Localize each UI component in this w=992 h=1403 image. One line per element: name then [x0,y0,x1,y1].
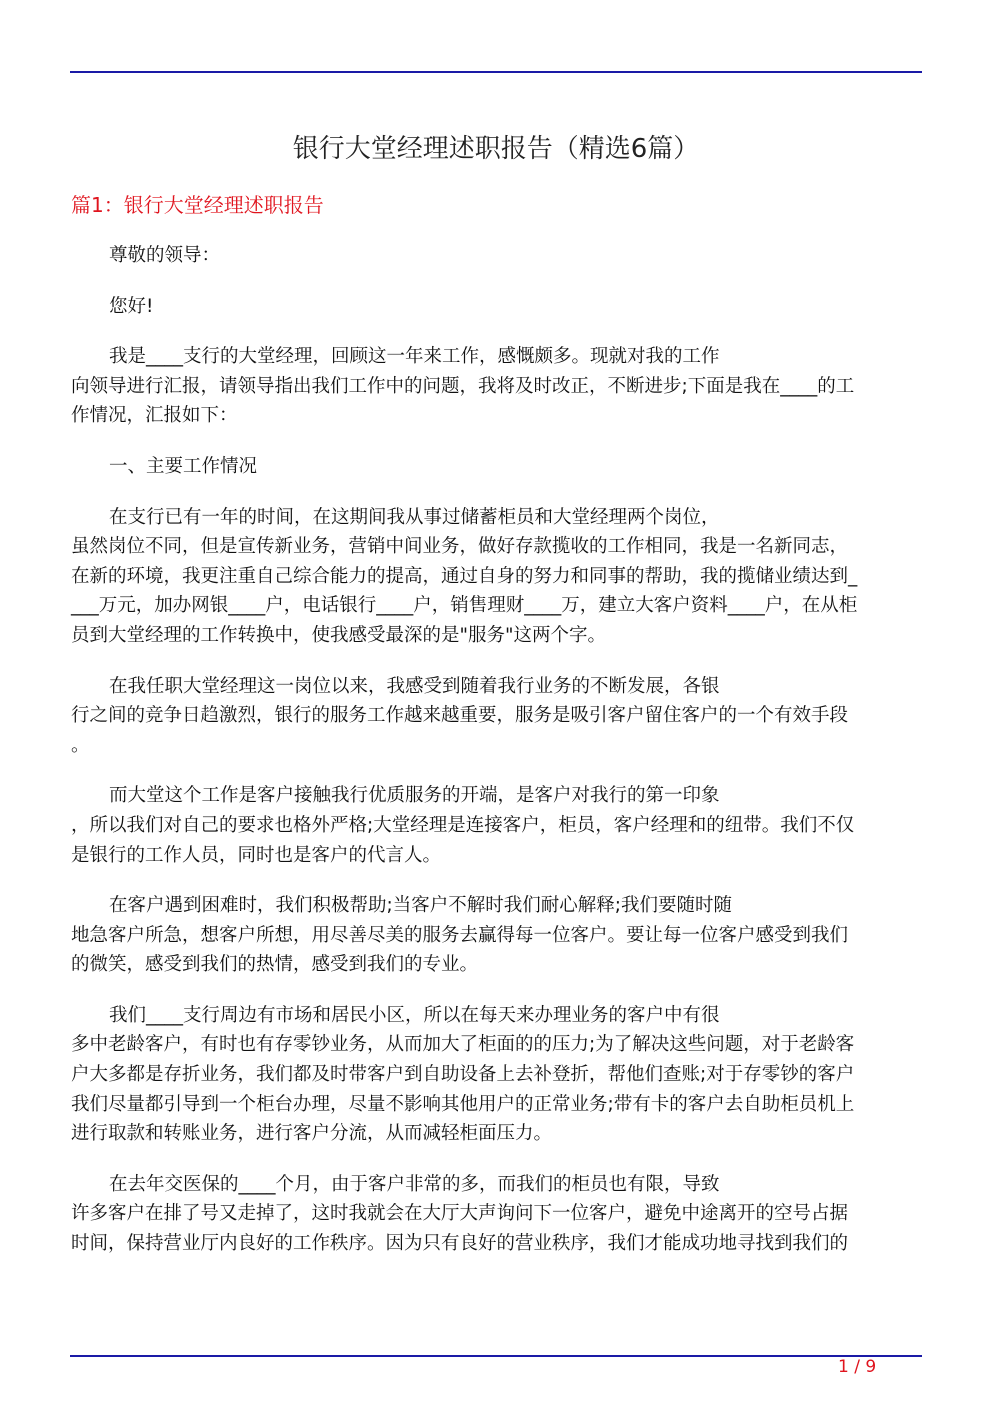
paragraph-line: ___万元，加办网银____户，电话银行____户，销售理财____万，建立大客户资料____户，在从柜 [71,595,858,617]
paragraph-line: 。 [71,734,90,756]
paragraph-line: 我们____支行周边有市场和居民小区，所以在每天来办理业务的客户中有很 [109,1004,720,1026]
paragraph [71,891,931,980]
paragraph-line: 多中老龄客户，有时也有存零钞业务，从而加大了柜面的的压力;为了解决这些问题，对于老龄客 [71,1034,855,1056]
header-rule [70,71,922,73]
document-body [71,241,931,1280]
paragraph-line: 虽然岗位不同，但是宣传新业务，营销中间业务，做好存款揽收的工作相同，我是一名新同志， [71,536,849,558]
paragraph-line: 的微笑，感受到我们的热情，感受到我们的专业。 [71,954,479,976]
paragraph [71,342,931,431]
paragraph-line: 员到大堂经理的工作转换中，使我感受最深的是"服务"这两个字。 [71,624,607,646]
paragraph-line: 进行取款和转账业务，进行客户分流，从而减轻柜面压力。 [71,1123,553,1145]
document-title: 银行大堂经理述职报告（精选6篇） [292,134,700,164]
paragraph-line: 户大多都是存折业务，我们都及时带客户到自助设备上去补登折，帮他们查账;对于存零钞的客户 [71,1064,855,1086]
paragraph-line: 在支行已有一年的时间，在这期间我从事过储蓄柜员和大堂经理两个岗位， [109,506,720,528]
paragraph [71,672,931,761]
paragraph-line: 行之间的竞争日趋激烈，银行的服务工作越来越重要，服务是吸引客户留住客户的一个有效手段 [71,705,849,727]
paragraph [71,292,931,322]
paragraph [71,452,931,482]
paragraph-line: 许多客户在排了号又走掉了，这时我就会在大厅大声询问下一位客户，避免中途离开的空号占据 [71,1203,849,1225]
paragraph-line: 作情况，汇报如下： [71,405,238,427]
page-number: 1 / 9 [838,1357,877,1377]
paragraph-line: 尊敬的领导： [109,245,221,266]
paragraph-line: 在去年交医保的____个月，由于客户非常的多，而我们的柜员也有限，导致 [109,1173,720,1195]
paragraph [71,1170,931,1259]
paragraph [71,503,931,651]
paragraph-line: 在新的环境，我更注重自己综合能力的提高，通过自身的努力和同事的帮助，我的揽储业绩达到_ [71,565,858,587]
paragraph-line: 而大堂这个工作是客户接触我行优质服务的开端，是客户对我行的第一印象 [109,785,720,807]
paragraph [71,241,931,271]
paragraph-line: 您好! [109,295,154,317]
paragraph-line: 是银行的工作人员，同时也是客户的代言人。 [71,844,442,866]
paragraph-line: 时间，保持营业厅内良好的工作秩序。因为只有良好的营业秩序，我们才能成功地寻找到我们的 [71,1233,849,1255]
paragraph-line: 一、主要工作情况 [109,455,258,477]
paragraph-line: 在客户遇到困难时，我们积极帮助;当客户不解时我们耐心解释;我们要随时随 [109,895,732,917]
paragraph [71,1001,931,1149]
paragraph [71,781,931,870]
footer-rule [70,1355,922,1357]
paragraph-line: 在我任职大堂经理这一岗位以来，我感受到随着我行业务的不断发展，各银 [109,675,720,697]
paragraph-line: 我们尽量都引导到一个柜台办理，尽量不影响其他用户的正常业务;带有卡的客户去自助柜员机上 [71,1093,855,1115]
paragraph-line: 向领导进行汇报，请领导指出我们工作中的问题，我将及时改正，不断进步;下面是我在____的工 [71,375,855,397]
paragraph-line: ，所以我们对自己的要求也格外严格;大堂经理是连接客户，柜员，客户经理和的纽带。我们不仅 [71,814,855,836]
paragraph-line: 地急客户所急，想客户所想，用尽善尽美的服务去赢得每一位客户。要让每一位客户感受到我们 [71,924,849,946]
paragraph-line: 我是____支行的大堂经理，回顾这一年来工作，感慨颇多。现就对我的工作 [109,346,720,368]
section-heading: 篇1：银行大堂经理述职报告 [71,193,324,217]
